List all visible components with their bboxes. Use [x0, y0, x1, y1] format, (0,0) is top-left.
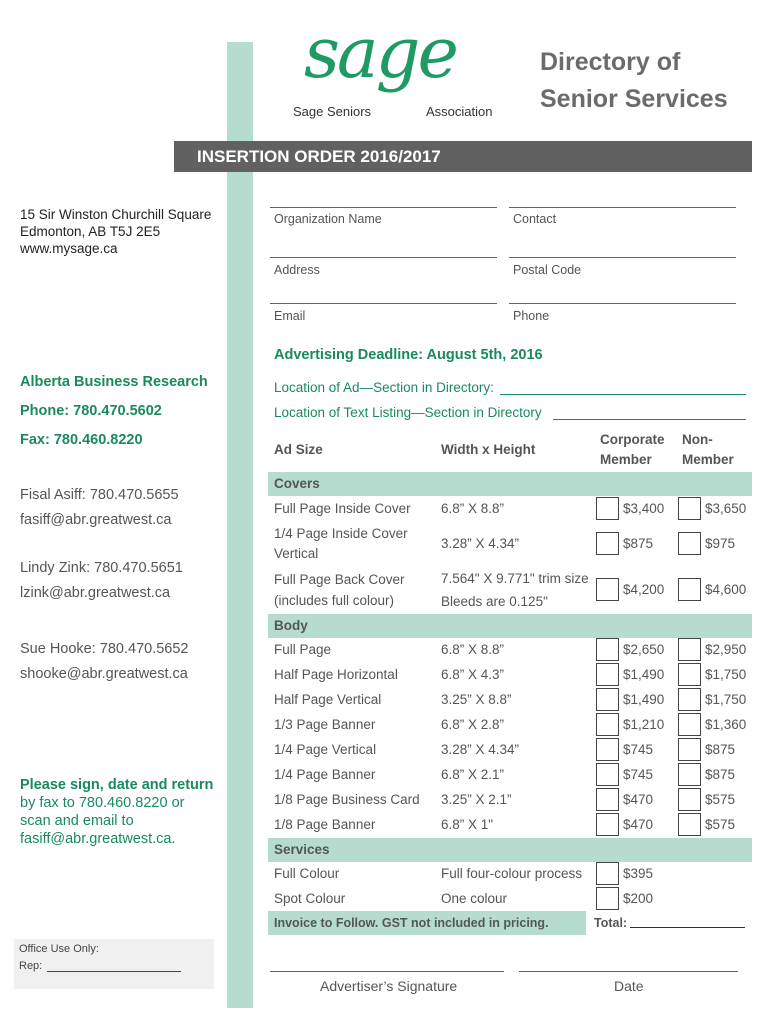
ad-dim: Full four-colour process [441, 866, 583, 881]
price-corp: $1,210 [623, 717, 665, 732]
price-non: $575 [705, 817, 736, 832]
col-non-1: Non- [682, 432, 713, 447]
address-label: Address [274, 263, 320, 277]
invoice-note-band [268, 911, 586, 935]
instructions-line1: by fax to 780.460.8220 or [20, 795, 185, 811]
checkbox-corp[interactable] [596, 887, 619, 910]
location-text-label: Location of Text Listing—Section in Directory [274, 405, 542, 420]
ad-name: 1/4 Page Banner [274, 767, 376, 782]
ad-dim: 3.25” X 8.8” [441, 692, 512, 707]
price-corp: $4,200 [623, 582, 665, 597]
total-label: Total: [594, 916, 628, 930]
ad-dim: 6.8” X 2.1” [441, 767, 505, 782]
advertising-deadline: Advertising Deadline: August 5th, 2016 [274, 347, 543, 363]
total-line[interactable] [630, 927, 745, 928]
col-non-2: Member [682, 452, 734, 467]
invoice-note: Invoice to Follow. GST not included in pricing. [274, 916, 549, 930]
contact3-email: shooke@abr.greatwest.ca [20, 666, 188, 682]
decorative-side-bar [227, 42, 253, 1008]
ad-name-cont: (includes full colour) [274, 593, 395, 608]
ad-name: Full Page Inside Cover [274, 501, 411, 516]
checkbox-non[interactable] [678, 497, 701, 520]
postal-label: Postal Code [513, 263, 582, 277]
company-name: Alberta Business Research [20, 374, 208, 390]
price-corp: $200 [623, 891, 654, 906]
sage-logo: sage [304, 12, 456, 94]
rep-label: Rep: [19, 960, 43, 972]
ad-dim: 3.28” X 4.34” [441, 536, 520, 551]
contact1-email: fasiff@abr.greatwest.ca [20, 512, 172, 528]
title-line2: Senior Services [540, 85, 728, 113]
ad-dim-cont: Bleeds are 0.125" [441, 594, 548, 609]
email-line[interactable] [270, 303, 497, 304]
checkbox-corp[interactable] [596, 532, 619, 555]
price-corp: $470 [623, 792, 654, 807]
price-corp: $3,400 [623, 501, 665, 516]
ad-name: 1/3 Page Banner [274, 717, 376, 732]
ad-dim: 3.28” X 4.34” [441, 742, 520, 757]
ad-name: Half Page Vertical [274, 692, 382, 707]
checkbox-non[interactable] [678, 813, 701, 836]
header-text: INSERTION ORDER 2016/2017 [197, 147, 441, 166]
contact3-phone: Sue Hooke: 780.470.5652 [20, 641, 189, 657]
contact2-email: lzink@abr.greatwest.ca [20, 585, 171, 601]
price-corp: $745 [623, 767, 654, 782]
checkbox-corp[interactable] [596, 862, 619, 885]
col-width-height: Width x Height [441, 442, 536, 457]
col-corporate-2: Member [600, 452, 652, 467]
address-line1: 15 Sir Winston Churchill Square [20, 207, 212, 222]
price-corp: $470 [623, 817, 654, 832]
signature-label: Advertiser’s Signature [320, 978, 458, 994]
address-line-field[interactable] [270, 257, 497, 258]
date-line[interactable] [519, 971, 738, 972]
instructions-line3: fasiff@abr.greatwest.ca. [20, 831, 176, 847]
price-corp: $2,650 [623, 642, 665, 657]
section-covers-label: Covers [274, 476, 320, 491]
office-use-box [14, 939, 214, 989]
rep-line[interactable] [47, 971, 181, 972]
ad-name: 1/4 Page Vertical [274, 742, 377, 757]
checkbox-non[interactable] [678, 663, 701, 686]
section-services-label: Services [274, 842, 330, 857]
section-services [268, 838, 752, 862]
location-text-line[interactable] [553, 419, 746, 420]
checkbox-non[interactable] [678, 638, 701, 661]
price-corp: $745 [623, 742, 654, 757]
ad-name: Spot Colour [274, 891, 346, 906]
checkbox-corp[interactable] [596, 738, 619, 761]
checkbox-non[interactable] [678, 713, 701, 736]
address-website: www.mysage.ca [20, 241, 118, 256]
price-non: $575 [705, 792, 736, 807]
org-name-line[interactable] [270, 207, 497, 208]
date-label: Date [614, 978, 644, 994]
ad-dim: 6.8” X 8.8” [441, 642, 505, 657]
contact-line[interactable] [509, 207, 736, 208]
checkbox-corp[interactable] [596, 813, 619, 836]
price-non: $1,360 [705, 717, 747, 732]
price-corp: $1,490 [623, 692, 665, 707]
ad-dim: 7.564" X 9.771" trim size [441, 571, 589, 586]
ad-name: 1/8 Page Banner [274, 817, 376, 832]
ad-name-cont: Vertical [274, 546, 319, 561]
phone-label: Phone [513, 309, 550, 323]
price-non: $4,600 [705, 582, 747, 597]
price-corp: $875 [623, 536, 654, 551]
section-covers [268, 472, 752, 496]
checkbox-corp[interactable] [596, 663, 619, 686]
email-label: Email [274, 309, 306, 323]
checkbox-non[interactable] [678, 788, 701, 811]
office-use-label: Office Use Only: [19, 943, 99, 955]
ad-name: Full Page Back Cover [274, 572, 405, 587]
contact2-phone: Lindy Zink: 780.470.5651 [20, 560, 183, 576]
insertion-order-header [174, 141, 752, 172]
ad-dim: 6.8” X 4.3” [441, 667, 505, 682]
contact1-phone: Fisal Asiff: 780.470.5655 [20, 487, 179, 503]
contact-label: Contact [513, 212, 557, 226]
price-non: $2,950 [705, 642, 747, 657]
logo-subtext-left: Sage Seniors [293, 104, 372, 119]
checkbox-corp[interactable] [596, 788, 619, 811]
ad-name: 1/8 Page Business Card [274, 792, 420, 807]
postal-line[interactable] [509, 257, 736, 258]
price-non: $1,750 [705, 692, 747, 707]
instructions-line2: scan and email to [20, 813, 134, 829]
price-non: $3,650 [705, 501, 747, 516]
checkbox-corp[interactable] [596, 638, 619, 661]
ad-name: Full Page [274, 642, 332, 657]
price-non: $975 [705, 536, 736, 551]
price-non: $875 [705, 767, 736, 782]
checkbox-corp[interactable] [596, 578, 619, 601]
company-phone: Phone: 780.470.5602 [20, 403, 162, 419]
section-body-label: Body [274, 618, 308, 633]
company-fax: Fax: 780.460.8220 [20, 432, 143, 448]
signature-line[interactable] [270, 971, 504, 972]
logo-subtext-right: Association [426, 104, 493, 119]
location-ad-label: Location of Ad—Section in Directory: [274, 380, 494, 395]
ad-name: Full Colour [274, 866, 340, 881]
col-corporate-1: Corporate [600, 432, 665, 447]
address-line2: Edmonton, AB T5J 2E5 [20, 224, 161, 239]
section-body [268, 614, 752, 638]
ad-dim: 6.8” X 1" [441, 817, 494, 832]
ad-dim: 3.25” X 2.1” [441, 792, 512, 807]
checkbox-non[interactable] [678, 578, 701, 601]
checkbox-non[interactable] [678, 688, 701, 711]
phone-line[interactable] [509, 303, 736, 304]
ad-dim: One colour [441, 891, 508, 906]
ad-dim: 6.8” X 2.8” [441, 717, 505, 732]
checkbox-corp[interactable] [596, 763, 619, 786]
location-ad-line[interactable] [500, 394, 746, 395]
instructions-heading: Please sign, date and return [20, 777, 214, 793]
price-corp: $1,490 [623, 667, 665, 682]
ad-dim: 6.8” X 8.8” [441, 501, 505, 516]
ad-name: 1/4 Page Inside Cover [274, 526, 408, 541]
checkbox-corp[interactable] [596, 688, 619, 711]
price-non: $875 [705, 742, 736, 757]
title-line1: Directory of [540, 48, 681, 76]
ad-name: Half Page Horizontal [274, 667, 398, 682]
price-corp: $395 [623, 866, 654, 881]
checkbox-corp[interactable] [596, 497, 619, 520]
checkbox-non[interactable] [678, 532, 701, 555]
checkbox-non[interactable] [678, 763, 701, 786]
col-ad-size: Ad Size [274, 442, 323, 457]
price-non: $1,750 [705, 667, 747, 682]
checkbox-non[interactable] [678, 738, 701, 761]
org-name-label: Organization Name [274, 212, 382, 226]
checkbox-corp[interactable] [596, 713, 619, 736]
